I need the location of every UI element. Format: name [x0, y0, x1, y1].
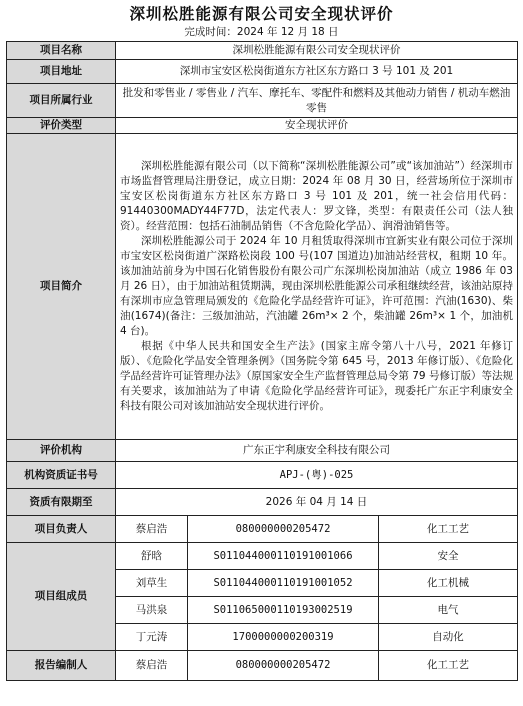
member-row — [7, 543, 518, 570]
row-author — [7, 651, 518, 681]
member-id: 1700000000200319 — [188, 624, 379, 651]
completion-date: 完成时间：2024 年 12 月 18 日 — [184, 26, 339, 38]
summary-paragraph: 深圳松胜能源公司于 2024 年 10 月租赁取得深圳市宜新实业有限公司位于深圳市宝安区松岗街道广深路松岗段 100 号(107 国道边)加油站经营权，租期 10 年。该加油站前身为中国石化销售股份有限公司广东深圳松岗加油站（成立 1986 年 03 月 26 日），由于加油站租赁期满，现由深圳松胜能源公司承租继续经营，该油站原持有深圳市应急管理局颁发的《危险化学品经营许可证》，许可范围：汽油(1630)、柴油(1674)(备注：三级加油站，汽油罐 26m³× 2 个，柴油罐 26m³× 1 个，加油机 4 台)。 — [120, 235, 513, 337]
row-project-name — [7, 42, 518, 60]
member-field: 电气 — [379, 597, 518, 624]
leader-name: 蔡启浩 — [116, 516, 188, 543]
document-title: 深圳松胜能源有限公司安全现状评价 — [129, 5, 394, 23]
member-id: S011044000110191001066 — [188, 543, 379, 570]
cert-no-value: APJ-(粤)-025 — [116, 462, 518, 489]
author-id: 080000000205472 — [188, 651, 379, 681]
member-id: S011044000110191001052 — [188, 570, 379, 597]
member-name: 丁元涛 — [116, 624, 188, 651]
member-field: 安全 — [379, 543, 518, 570]
summary-label: 项目简介 — [7, 134, 116, 440]
cert-no-label: 机构资质证书号 — [7, 462, 116, 489]
summary-paragraph: 深圳松胜能源有限公司（以下简称“深圳松胜能源公司”或“该加油站”）经深圳市市场监督管理局注册登记，成立日期：2024 年 08 月 30 日，经营场所位于深圳市宝安区松岗街道东方社区东方路口 3 号 101 及 201，统一社会信用代码：91440300MADY44F77D，法定代表人：罗文锋，类型：有限责任公司（法人独资）。经营范围：包括石油制品销售（不含危险化学品）、润滑油销售等。 — [120, 160, 513, 232]
project-name-value: 深圳松胜能源有限公司安全现状评价 — [116, 42, 518, 60]
agency-value: 广东正宇利康安全科技有限公司 — [116, 440, 518, 462]
validity-label: 资质有限期至 — [7, 489, 116, 516]
leader-label: 项目负责人 — [7, 516, 116, 543]
project-address-value: 深圳市宝安区松岗街道东方社区东方路口 3 号 101 及 201 — [116, 60, 518, 84]
author-name: 蔡启浩 — [116, 651, 188, 681]
evaluation-info-table — [6, 41, 518, 681]
summary-text — [116, 134, 518, 440]
members-label: 项目组成员 — [7, 543, 116, 651]
project-name-label: 项目名称 — [7, 42, 116, 60]
row-industry — [7, 84, 518, 118]
validity-value: 2026 年 04 月 14 日 — [116, 489, 518, 516]
industry-value: 批发和零售业 / 零售业 / 汽车、摩托车、零配件和燃料及其他动力销售 / 机动车燃油零售 — [116, 84, 518, 118]
eval-type-value: 安全现状评价 — [116, 118, 518, 134]
row-summary — [7, 134, 518, 440]
member-name: 马洪泉 — [116, 597, 188, 624]
leader-field: 化工工艺 — [379, 516, 518, 543]
row-agency — [7, 440, 518, 462]
member-name: 舒晗 — [116, 543, 188, 570]
industry-label: 项目所属行业 — [7, 84, 116, 118]
row-cert-no — [7, 462, 518, 489]
agency-label: 评价机构 — [7, 440, 116, 462]
row-project-address — [7, 60, 518, 84]
member-field: 化工机械 — [379, 570, 518, 597]
leader-id: 080000000205472 — [188, 516, 379, 543]
member-name: 刘草生 — [116, 570, 188, 597]
summary-paragraph: 根据《中华人民共和国安全生产法》(国家主席令第八十八号，2021 年修订版）、《危险化学品安全管理条例》（国务院令第 645 号，2013 年修订版）、《危险化学品经营许可证管理办法》（原国家安全生产监督管理总局令第 79 号修订版）等法规有关要求，该加油站为了申请《危险化学品经营许可证》，现委托广东正宇利康安全科技有限公司对该加油站安全现状进行评价。 — [120, 340, 513, 412]
project-address-label: 项目地址 — [7, 60, 116, 84]
member-field: 自动化 — [379, 624, 518, 651]
eval-type-label: 评价类型 — [7, 118, 116, 134]
author-field: 化工工艺 — [379, 651, 518, 681]
author-label: 报告编制人 — [7, 651, 116, 681]
row-validity — [7, 489, 518, 516]
row-leader — [7, 516, 518, 543]
row-eval-type — [7, 118, 518, 134]
member-id: S011065000110193002519 — [188, 597, 379, 624]
